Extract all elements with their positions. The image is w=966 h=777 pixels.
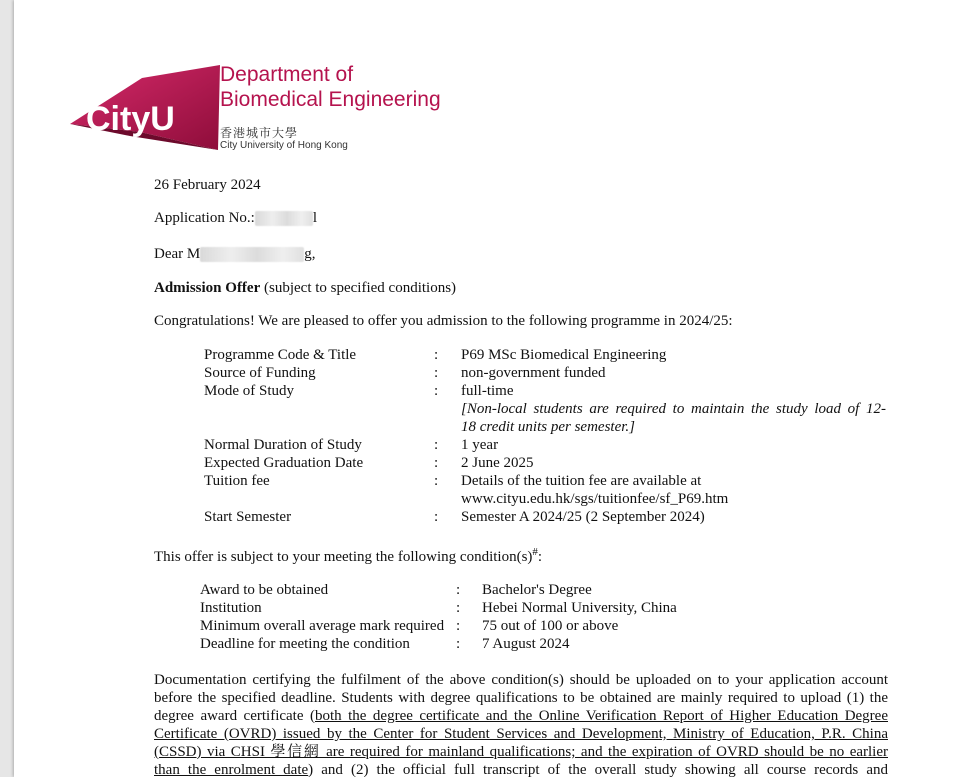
- row-colon: :: [434, 509, 439, 525]
- university-name-en: City University of Hong Kong: [220, 140, 348, 151]
- row-value: 1 year: [461, 437, 499, 453]
- row-colon: :: [456, 582, 461, 598]
- table-row: [200, 635, 782, 653]
- row-value: [461, 382, 891, 436]
- table-row: [200, 581, 782, 599]
- salutation: [154, 245, 315, 263]
- redacted-name: [200, 247, 304, 262]
- paragraph-text: ) and (2) the official full transcript of the overall study showing all course records and: [308, 762, 888, 777]
- tuition-fee-url: www.cityu.edu.hk/sgs/tuitionfee/sf_P69.htm: [461, 491, 729, 507]
- row-colon: :: [434, 473, 439, 489]
- table-row: [204, 472, 891, 508]
- row-label: Source of Funding: [204, 365, 316, 381]
- table-row: [204, 382, 891, 436]
- row-colon: :: [434, 455, 439, 471]
- condition-footnote-mark: #: [532, 546, 538, 558]
- underlined-requirement: both the degree certificate and the Online Verification Report of Higher Education Degree: [314, 708, 888, 724]
- row-label: Institution: [200, 600, 262, 616]
- offer-subtitle: (subject to specified conditions): [260, 280, 457, 296]
- table-row: [204, 508, 891, 526]
- paragraph-line: [154, 707, 888, 725]
- row-label: Deadline for meeting the condition: [200, 636, 410, 652]
- underlined-requirement: Certificate (OVRD) issued by the Center for Student Services and Development, Ministry of Education, P.R. China: [154, 726, 888, 742]
- row-value: 7 August 2024: [482, 636, 570, 652]
- row-label: Programme Code & Title: [204, 347, 357, 363]
- row-value: [461, 472, 891, 508]
- department-line1: Department of: [220, 63, 354, 86]
- paragraph-text: degree award certificate (: [154, 708, 315, 724]
- department-name: [220, 62, 441, 112]
- mode-of-study-value: full-time: [461, 383, 514, 399]
- row-value: non-government funded: [461, 365, 606, 381]
- redacted-application-number: [255, 211, 313, 226]
- condition-intro-end: :: [537, 549, 543, 565]
- row-colon: :: [434, 365, 439, 381]
- documentation-paragraph: [154, 671, 888, 777]
- table-row: [200, 617, 782, 635]
- row-label: Mode of Study: [204, 383, 294, 399]
- paragraph-line: [154, 761, 888, 777]
- study-load-note-line2: 18 credit units per semester.]: [461, 419, 636, 435]
- logo-wordmark: CityU: [86, 100, 175, 138]
- table-row: [204, 454, 891, 472]
- row-label: Normal Duration of Study: [204, 437, 362, 453]
- row-value: P69 MSc Biomedical Engineering: [461, 347, 667, 363]
- application-tail: l: [312, 210, 317, 226]
- offer-heading: [154, 279, 456, 297]
- underlined-requirement: than the enrolment date: [154, 762, 309, 777]
- row-value: Hebei Normal University, China: [482, 600, 677, 616]
- congratulations-text: Congratulations! We are pleased to offer you admission to the following programme in 2024/25:: [154, 313, 733, 329]
- row-value: Bachelor's Degree: [482, 582, 592, 598]
- conditions-table: [200, 581, 782, 653]
- row-colon: :: [456, 600, 461, 616]
- row-label: Award to be obtained: [200, 582, 329, 598]
- row-colon: :: [434, 347, 439, 363]
- study-load-note-line1: [Non-local students are required to maintain the study load of 12-: [461, 401, 886, 417]
- row-colon: :: [456, 636, 461, 652]
- letter-date: 26 February 2024: [154, 177, 261, 193]
- offer-title: Admission Offer: [154, 280, 261, 296]
- row-label: Start Semester: [204, 509, 292, 525]
- salutation-suffix: g,: [304, 246, 316, 262]
- row-value: Semester A 2024/25 (2 September 2024): [461, 509, 705, 525]
- tuition-fee-value: Details of the tuition fee are available at: [461, 473, 702, 489]
- table-row: [204, 346, 891, 364]
- application-number: [154, 209, 317, 227]
- letter-page: [14, 0, 966, 777]
- row-label: Minimum overall average mark required: [200, 618, 445, 634]
- table-row: [200, 599, 782, 617]
- table-row: [204, 436, 891, 454]
- salutation-prefix: Dear M: [154, 246, 201, 262]
- paragraph-line: Documentation certifying the fulfilment of the above condition(s) should be uploaded on to your application account: [154, 672, 888, 688]
- condition-intro-text: This offer is subject to your meeting the following condition(s): [154, 549, 533, 565]
- table-row: [204, 364, 891, 382]
- row-value: 75 out of 100 or above: [482, 618, 619, 634]
- paragraph-line: before the specified deadline. Students with degree qualifications to be obtained are mainly required to upload (1) the: [154, 690, 888, 706]
- condition-intro: [154, 548, 542, 566]
- university-name-cn: 香港城市大學: [220, 126, 299, 140]
- row-colon: :: [434, 383, 439, 399]
- underlined-requirement: (CSSD) via CHSI 學信網 are required for mainland qualifications; and the expiration of OVRD should be no earlier: [154, 744, 888, 760]
- row-value: 2 June 2025: [461, 455, 534, 471]
- programme-details-table: [204, 346, 891, 526]
- application-label: Application No.:: [154, 210, 255, 226]
- row-colon: :: [434, 437, 439, 453]
- row-label: Tuition fee: [204, 473, 270, 489]
- row-colon: :: [456, 618, 461, 634]
- row-label: Expected Graduation Date: [204, 455, 364, 471]
- department-line2: Biomedical Engineering: [220, 88, 441, 111]
